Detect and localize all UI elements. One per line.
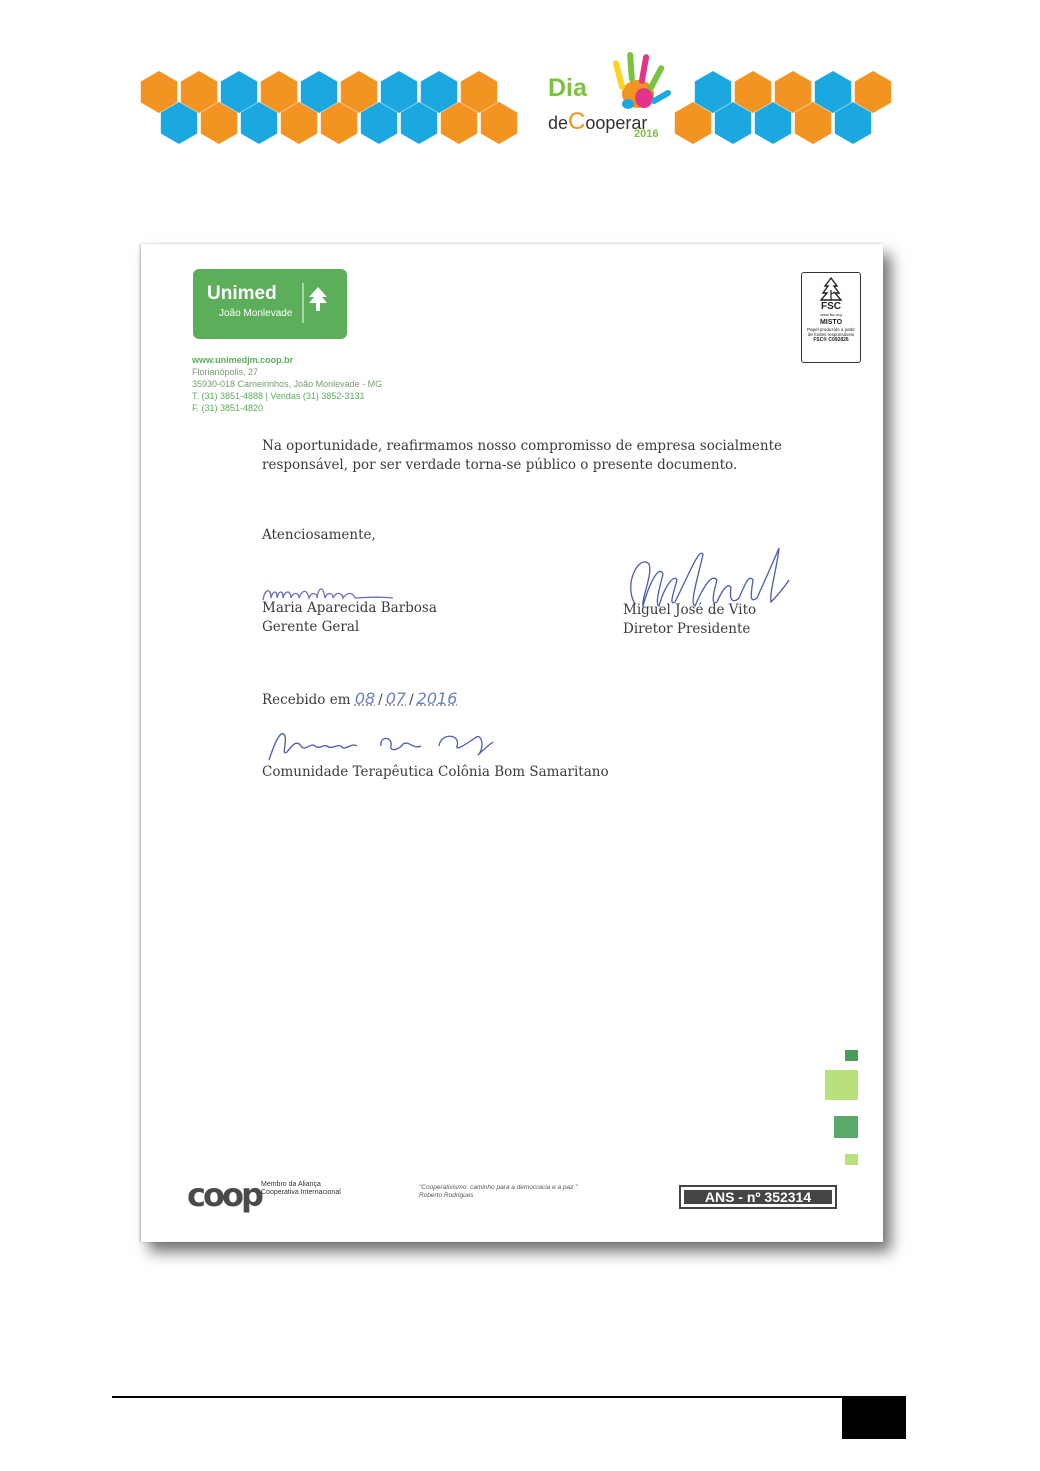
fsc-tree-icon — [816, 276, 846, 302]
contact-block — [192, 354, 382, 414]
coop-membership: Membro da Aliança Cooperativa Internacional — [261, 1181, 341, 1196]
footer-rule — [112, 1396, 846, 1398]
received-year: 2016 — [416, 689, 458, 708]
page-number-box — [842, 1396, 906, 1439]
ans-number: ANS - nº 352314 — [684, 1190, 832, 1204]
scanned-letter — [141, 244, 883, 1242]
dia-de-cooperar-banner — [138, 46, 894, 146]
signer2-role: Diretor Presidente — [623, 621, 751, 637]
community-name: Comunidade Terapêutica Colônia Bom Samaritano — [262, 764, 609, 780]
signer-miguel — [623, 601, 756, 639]
phone-numbers: T. (31) 3851-4888 | Vendas (31) 3852-3131 — [192, 391, 365, 401]
unimed-tree-icon — [301, 283, 333, 323]
letter-body: Na oportunidade, reafirmamos nosso compromisso de empresa socialmente responsável, por ser verdade torna-se público o presente documento. — [262, 438, 782, 473]
received-day: 08 — [354, 689, 376, 708]
signer2-name: Miguel José de Vito — [623, 602, 757, 618]
org-name: Unimed — [207, 283, 277, 304]
hexagon-pattern — [138, 46, 894, 146]
fsc-type: MISTO — [819, 319, 843, 326]
decorative-square — [834, 1116, 858, 1138]
received-date-line: Recebido em 08 / 07 / 2016 — [262, 689, 458, 708]
decorative-square — [825, 1070, 858, 1100]
signer1-role: Gerente Geral — [262, 619, 360, 635]
received-month: 07 — [385, 689, 407, 708]
decorative-square — [845, 1154, 858, 1165]
city-address: 35930-018 Carneirinhos, João Monlevade - MG — [192, 379, 383, 389]
cooperative-quote: "Cooperativismo: caminho para a democracia e a paz." Roberto Rodrigues — [419, 1184, 578, 1199]
de-cooperar-word: deCooperar — [548, 108, 648, 135]
closing-salutation: Atenciosamente, — [262, 527, 376, 543]
fsc-description: Papel produzido a partir de fontes responsáveis — [807, 327, 855, 337]
street-address: Florianópolis, 27 — [192, 367, 259, 377]
dia-de-cooperar-logo — [546, 46, 674, 146]
dia-word: Dia — [548, 74, 587, 102]
decorative-square — [845, 1050, 858, 1061]
signer1-name: Maria Aparecida Barbosa — [262, 600, 437, 616]
ans-registration-badge — [679, 1185, 837, 1209]
fsc-certification-badge — [801, 272, 861, 363]
fsc-code: FSC® C092826 — [813, 337, 849, 343]
fsc-url: www.fsc.org — [820, 312, 842, 317]
signer-maria — [262, 599, 437, 637]
signature-receiver-scribble — [261, 722, 511, 764]
website-link[interactable]: www.unimedjm.coop.br — [192, 355, 294, 365]
fsc-name: FSC — [821, 301, 841, 312]
unimed-logo — [193, 269, 347, 339]
received-label: Recebido em — [262, 692, 351, 708]
org-city: João Monlevade — [219, 308, 293, 319]
banner-year: 2016 — [634, 128, 659, 140]
fax-number: F. (31) 3851-4820 — [192, 403, 264, 413]
coop-logo: coop — [187, 1176, 261, 1214]
